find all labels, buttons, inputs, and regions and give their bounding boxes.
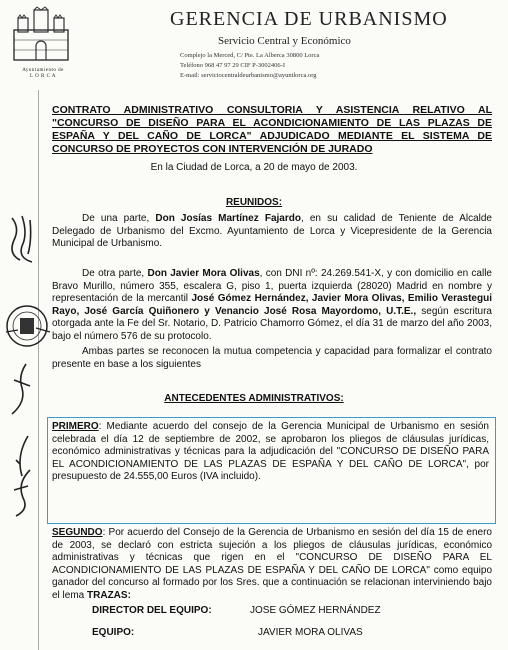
director-value: JOSE GÓMEZ HERNÁNDEZ [250,605,381,616]
p1-name: Don Josías Martínez Fajardo [155,213,301,224]
paragraph-mutual-competence: Ambas partes se reconocen la mutua competencia y capacidad para formalizar el contrato presente en base a los siguientes [52,346,492,370]
document-title: CONTRATO ADMINISTRATIVO CONSULTORIA Y ASISTENCIA RELATIVO AL "CONCURSO DE DISEÑO PARA EL ACONDICIONAMIENTO DE LAS PLAZAS DE ESPAÑA Y DEL CAÑO DE LORCA" ADJUDICADO MEDIANTE EL SISTEMA DE CONCURSO DE PROYECTOS CON INTERVENCIÓN DE JURADO [52,104,492,155]
letterhead-subtitle: Servicio Central y Económico [218,35,351,47]
segundo-label: SEGUNDO [52,527,103,538]
letterhead-email: E-mail: serviciocentraldeurbanismo@ayuntlorca.org [180,72,317,79]
reunidos-heading-text: REUNIDOS: [225,197,283,208]
paragraph-segundo [52,527,492,602]
margin-signature-top [6,210,40,280]
p2-text-a: De otra parte, [82,268,148,279]
equipo-label: EQUIPO: [92,627,135,638]
crest-caption-line-2: L O R C A [30,74,56,79]
municipal-crest-logo [10,6,72,70]
margin-signature-middle [6,360,40,420]
paragraph-primero [52,421,489,484]
crest-caption-line-1: Ayuntamiento de [22,68,64,73]
paragraph-first-party [52,213,492,251]
letterhead-title: GERENCIA DE URBANISMO [170,8,448,30]
equipo-value: JAVIER MORA OLIVAS [258,627,363,638]
paragraph-second-party [52,268,492,343]
p2-text-b: , con DNI nº: 24.269.541-X, y con domicilio en calle Bravo Murillo, número 355, escalera G, piso 1, puerta izquierda (28020) Madrid en nombre y representación de la mercantil [52,268,492,304]
date-line: En la Ciudad de Lorca, a 20 de mayo de 2003. [150,162,358,173]
primero-label: PRIMERO [52,421,99,432]
p2-text-c: según escritura otorgada ante la Fe del Sr. Notario, D. Patricio Chamorro Gómez, el día 31 de marzo del año 2003, bajo el número 576 de su protocolo. [52,305,492,342]
p2-name: Don Javier Mora Olivas [147,268,260,279]
letterhead-address: Complejo la Merced, C/ Pte. La Alberca 30800 Lorca [180,52,320,59]
segundo-text: : Por acuerdo del Consejo de la Gerencia de Urbanismo en sesión del día 15 de enero de 2003, se declaró con estricta sujeción a los pliegos de cláusulas jurídicas, económico administrativas y técnicas que rigen en el "CONCURSO DE DISEÑO PARA EL ACONDICIONAMIENTO DE LAS PLAZAS DE ESPAÑA Y DEL CAÑO DE LORCA" como equipo ganador del concurso al formado por los Sres. que a continuación se relacionan interviniendo bajo el lema [52,527,492,601]
antecedentes-heading [0,393,508,404]
letterhead-phone: Teléfono 968 47 97 29 CIF P-3002406-I [180,62,285,69]
segundo-lema: TRAZAS: [87,589,131,601]
notary-seal-stamp [2,298,52,354]
reunidos-heading [0,197,508,208]
crest-caption [8,68,78,80]
director-label: DIRECTOR DEL EQUIPO: [92,605,212,616]
antecedentes-heading-text: ANTECEDENTES ADMINISTRATIVOS: [164,393,344,404]
p1-text-a: De una parte, [82,213,156,224]
p2-company: José Gómez Hernández, Javier Mora Olivas, Emilio Verastegui Rayo, José García Quiñonero y Venancio José Rosa Mayordomo, U.T.E., [52,293,492,317]
margin-signature-bottom [6,430,40,520]
primero-text: : Mediante acuerdo del consejo de la Gerencia Municipal de Urbanismo en sesión celebrada el día 12 de septiembre de 2002, se aprobaron los pliegos de cláusulas jurídicas, económico administrativas y técnicas para la adjudicación del "CONCURSO DE DISEÑO PARA EL ACONDICIONAMIENTO DE LAS PLAZAS DE ESPAÑA Y DEL CAÑO DE LORCA", por presupuesto de 24.555,00 Euros (IVA incluido). [52,421,489,482]
p1-text-b: , en su calidad de Teniente de Alcalde Delegado de Urbanismo del Excmo. Ayuntamiento de Lorca y Vicepresidente de la Gerencia Municipal de Urbanismo. [52,213,492,249]
